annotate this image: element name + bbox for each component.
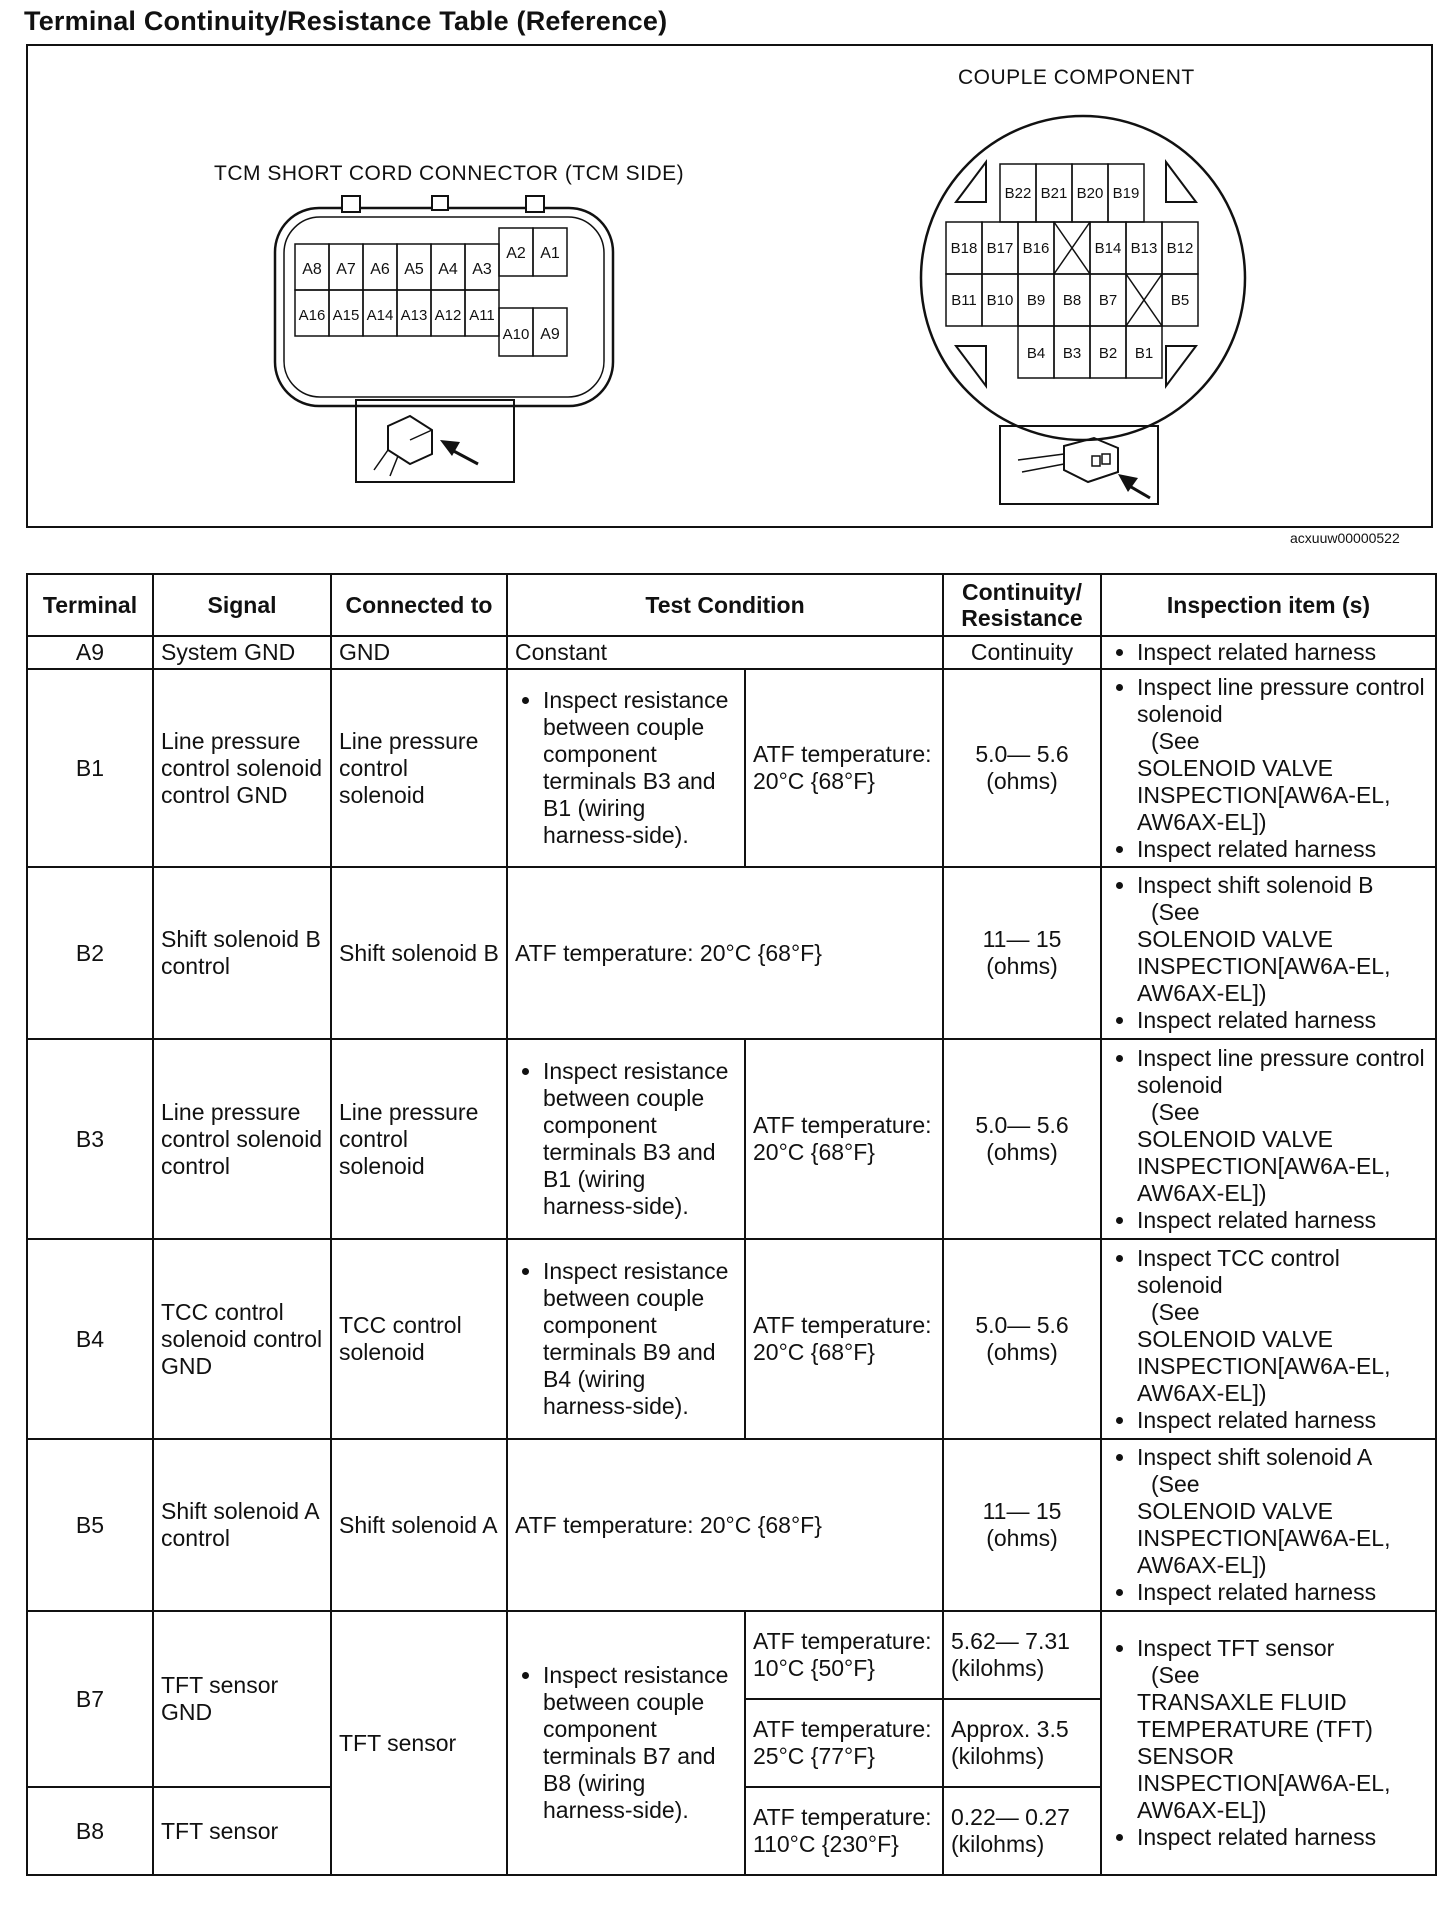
condition-cell: Constant <box>507 636 943 669</box>
tcm-pin-A9: A9 <box>540 326 560 343</box>
temperature-cell: ATF temperature: 20°C {68°F} <box>745 1039 943 1239</box>
signal-cell: TFT sensor GND <box>153 1611 331 1787</box>
couple-component-label: COUPLE COMPONENT <box>958 66 1195 89</box>
tcm-pin-A1: A1 <box>540 245 560 262</box>
couple-component-connector <box>921 116 1245 504</box>
value-cell-1 <box>943 1611 1101 1699</box>
temperature-cell: ATF temperature: 20°C {68°F} <box>745 669 943 867</box>
header-terminal: Terminal <box>27 574 153 636</box>
signal-cell: Shift solenoid B control <box>153 867 331 1039</box>
value-line1: 5.62— 7.31 <box>951 1628 1070 1654</box>
condition-item: • Inspect resistance between couple component terminals B3 and B1 (wiring harness-side). <box>543 1058 737 1220</box>
reference-line-2: INSPECTION[AW6A-EL, <box>1137 781 1391 808</box>
value-line2: (ohms) <box>986 953 1058 979</box>
signal-cell: TFT sensor <box>153 1787 331 1875</box>
signal-cell: TCC control solenoid control GND <box>153 1239 331 1439</box>
condition-cell: ATF temperature: 20°C {68°F} <box>507 867 943 1039</box>
cc-pin-B2: B2 <box>1098 345 1118 362</box>
tcm-connector <box>275 196 613 482</box>
cc-pin-B17: B17 <box>986 240 1014 257</box>
cc-pin-B18: B18 <box>950 240 978 257</box>
temperature-cell-3: ATF temperature: 110°C {230°F} <box>745 1787 943 1875</box>
reference-line-1: SOLENOID VALVE <box>1137 926 1333 952</box>
condition-item: • Inspect resistance between couple component terminals B3 and B1 (wiring harness-side). <box>543 687 737 849</box>
see-text: (See <box>1151 727 1200 754</box>
inspection-item-2: • Inspect related harness <box>1137 836 1428 863</box>
value-line2: (ohms) <box>986 1525 1058 1551</box>
value-line1: 11— 15 <box>982 926 1062 952</box>
tcm-pin-A15: A15 <box>332 307 360 324</box>
inspection-cell <box>1101 1611 1436 1875</box>
tcm-pin-A5: A5 <box>404 261 424 278</box>
value-cell: Continuity <box>943 636 1101 669</box>
header-signal: Signal <box>153 574 331 636</box>
cc-pin-B3: B3 <box>1062 345 1082 362</box>
terminal-cell: B3 <box>27 1039 153 1239</box>
tcm-pin-A3: A3 <box>472 261 492 278</box>
connected-cell: Line pressure control solenoid <box>331 1039 507 1239</box>
reference-line-3: AW6AX-EL]) <box>1137 980 1267 1006</box>
table-row-b5 <box>27 1439 1436 1611</box>
signal-cell: Line pressure control solenoid control <box>153 1039 331 1239</box>
temperature-cell-2: ATF temperature: 25°C {77°F} <box>745 1699 943 1787</box>
header-continuity-line1: Continuity/ <box>961 579 1083 605</box>
inspection-cell <box>1101 1439 1436 1611</box>
page-title: Terminal Continuity/Resistance Table (Reference) <box>24 6 668 36</box>
terminal-cell: B8 <box>27 1787 153 1875</box>
couple-view-direction-icon <box>1000 426 1158 504</box>
terminal-cell: B1 <box>27 669 153 867</box>
inspection-cell <box>1101 1239 1436 1439</box>
tcm-pin-A12: A12 <box>434 307 462 324</box>
inspection-item-2: • Inspect related harness <box>1137 1824 1428 1851</box>
terminal-cell: B5 <box>27 1439 153 1611</box>
condition-text-cell <box>507 1239 745 1439</box>
inspection-item-2: • Inspect related harness <box>1137 1407 1428 1434</box>
cc-pin-B8: B8 <box>1062 292 1082 309</box>
condition-item: • Inspect resistance between couple component terminals B7 and B8 (wiring harness-side). <box>543 1662 737 1824</box>
condition-text-cell <box>507 1039 745 1239</box>
reference-line-3: AW6AX-EL]) <box>1137 1379 1267 1406</box>
inspection-item-2: • Inspect related harness <box>1137 1007 1428 1034</box>
connector-diagram <box>28 46 1435 530</box>
header-continuity <box>943 574 1101 636</box>
value-line1: 11— 15 <box>982 1498 1062 1524</box>
header-inspection: Inspection item (s) <box>1101 574 1436 636</box>
reference-line-3: AW6AX-EL]) <box>1137 1179 1267 1206</box>
inspection-text: • Inspect line pressure control solenoid <box>1137 673 1425 727</box>
condition-text-cell <box>507 669 745 867</box>
cc-pin-B1: B1 <box>1134 345 1154 362</box>
inspection-text: • Inspect TFT sensor <box>1137 1635 1335 1661</box>
reference-line-1: SOLENOID VALVE <box>1137 1125 1333 1152</box>
header-connected-to: Connected to <box>331 574 507 636</box>
cc-pin-B11: B11 <box>951 292 977 309</box>
connected-cell: TFT sensor <box>331 1611 507 1875</box>
reference-line-2: INSPECTION[AW6A-EL, <box>1137 953 1391 979</box>
terminal-cell: B2 <box>27 867 153 1039</box>
value-cell <box>943 669 1101 867</box>
inspection-item-1 <box>1137 1245 1428 1407</box>
terminal-cell: B4 <box>27 1239 153 1439</box>
reference-line-5: AW6AX-EL]) <box>1137 1797 1267 1823</box>
see-text: (See <box>1151 1098 1200 1125</box>
value-line2: (ohms) <box>986 1339 1058 1365</box>
reference-line-2: INSPECTION[AW6A-EL, <box>1137 1525 1391 1551</box>
terminal-table <box>26 573 1437 1876</box>
reference-line-2: TEMPERATURE (TFT) <box>1137 1716 1373 1742</box>
cc-pin-B12: B12 <box>1166 240 1194 257</box>
cc-pin-B9: B9 <box>1026 292 1046 309</box>
connected-cell: GND <box>331 636 507 669</box>
value-cell <box>943 1039 1101 1239</box>
reference-line-1: SOLENOID VALVE <box>1137 754 1333 781</box>
reference-line-1: TRANSAXLE FLUID <box>1137 1689 1347 1715</box>
tcm-pin-A2: A2 <box>506 245 526 262</box>
figure-id: acxuuw00000522 <box>1290 530 1400 546</box>
tcm-pin-A11: A11 <box>469 307 495 324</box>
value-line1: 5.0— 5.6 <box>975 1112 1069 1138</box>
see-text: (See <box>1151 1662 1200 1688</box>
value-cell <box>943 1439 1101 1611</box>
table-header-row <box>27 574 1436 636</box>
header-test-condition: Test Condition <box>507 574 943 636</box>
tcm-pin-A14: A14 <box>366 307 394 324</box>
reference-line-4: INSPECTION[AW6A-EL, <box>1137 1770 1391 1796</box>
inspection-item-2: • Inspect related harness <box>1137 1207 1428 1234</box>
table-row-a9 <box>27 636 1436 669</box>
reference-line-1: SOLENOID VALVE <box>1137 1498 1333 1524</box>
reference-line-3: SENSOR <box>1137 1743 1235 1769</box>
inspection-item: • Inspect related harness <box>1137 639 1428 666</box>
cc-pin-B16: B16 <box>1022 240 1050 257</box>
tcm-pin-A6: A6 <box>370 261 390 278</box>
header-continuity-line2: Resistance <box>961 605 1083 631</box>
value-cell-3 <box>943 1787 1101 1875</box>
condition-cell: ATF temperature: 20°C {68°F} <box>507 1439 943 1611</box>
connector-figure <box>26 44 1433 528</box>
reference-line-2: INSPECTION[AW6A-EL, <box>1137 1152 1391 1179</box>
inspection-cell <box>1101 636 1436 669</box>
cc-pin-B21: B21 <box>1040 185 1068 202</box>
tcm-connector-label: TCM SHORT CORD CONNECTOR (TCM SIDE) <box>214 162 685 185</box>
table-row-b1 <box>27 669 1436 867</box>
inspection-text: • Inspect shift solenoid A <box>1137 1444 1373 1470</box>
value-line1: 0.22— 0.27 <box>951 1804 1070 1830</box>
tcm-pin-A13: A13 <box>400 307 428 324</box>
cc-pin-B14: B14 <box>1094 240 1122 257</box>
table-row-b2 <box>27 867 1436 1039</box>
reference-line-1: SOLENOID VALVE <box>1137 1325 1333 1352</box>
inspection-cell <box>1101 1039 1436 1239</box>
value-cell <box>943 1239 1101 1439</box>
inspection-item-1 <box>1137 872 1428 1007</box>
connected-cell: TCC control solenoid <box>331 1239 507 1439</box>
tcm-pin-A16: A16 <box>298 307 326 324</box>
see-text: (See <box>1151 1471 1200 1497</box>
inspection-item-1 <box>1137 1635 1428 1824</box>
value-line1: 5.0— 5.6 <box>975 1312 1069 1338</box>
connected-cell: Shift solenoid A <box>331 1439 507 1611</box>
temperature-cell: ATF temperature: 20°C {68°F} <box>745 1239 943 1439</box>
connected-cell: Shift solenoid B <box>331 867 507 1039</box>
inspection-text: • Inspect TCC control solenoid <box>1137 1244 1340 1298</box>
inspection-item-1 <box>1137 674 1428 836</box>
cc-pin-B19: B19 <box>1112 185 1140 202</box>
value-line2: (kilohms) <box>951 1743 1045 1769</box>
table-row-b7 <box>27 1611 1436 1699</box>
signal-cell: Shift solenoid A control <box>153 1439 331 1611</box>
reference-line-3: AW6AX-EL]) <box>1137 1552 1267 1578</box>
cc-pin-B10: B10 <box>986 292 1014 309</box>
table-row-b4 <box>27 1239 1436 1439</box>
table-row-b3 <box>27 1039 1436 1239</box>
terminal-cell: A9 <box>27 636 153 669</box>
cc-pin-B22: B22 <box>1004 185 1032 202</box>
tcm-pin-A10: A10 <box>502 326 530 343</box>
temperature-cell-1: ATF temperature: 10°C {50°F} <box>745 1611 943 1699</box>
reference-line-2: INSPECTION[AW6A-EL, <box>1137 1352 1391 1379</box>
terminal-cell: B7 <box>27 1611 153 1787</box>
value-line2: (ohms) <box>986 1139 1058 1165</box>
inspection-cell <box>1101 867 1436 1039</box>
cc-pin-B7: B7 <box>1098 292 1118 309</box>
inspection-cell <box>1101 669 1436 867</box>
cc-pin-B4: B4 <box>1026 345 1046 362</box>
value-cell-2 <box>943 1699 1101 1787</box>
tcm-view-direction-icon <box>356 400 514 482</box>
value-line2: (kilohms) <box>951 1655 1045 1681</box>
inspection-item-2: • Inspect related harness <box>1137 1579 1428 1606</box>
signal-cell: System GND <box>153 636 331 669</box>
condition-text-cell <box>507 1611 745 1875</box>
cc-pin-B5: B5 <box>1170 292 1190 309</box>
connected-cell: Line pressure control solenoid <box>331 669 507 867</box>
reference-line-3: AW6AX-EL]) <box>1137 808 1267 835</box>
value-line2: (kilohms) <box>951 1831 1045 1857</box>
tcm-row-1 <box>295 244 499 290</box>
cc-pin-B13: B13 <box>1130 240 1158 257</box>
value-line1: 5.0— 5.6 <box>975 741 1069 767</box>
tcm-pin-A7: A7 <box>336 261 356 278</box>
inspection-item-1 <box>1137 1045 1428 1207</box>
inspection-item-1 <box>1137 1444 1428 1579</box>
signal-cell: Line pressure control solenoid control GND <box>153 669 331 867</box>
cc-pin-B20: B20 <box>1076 185 1104 202</box>
value-line1: Approx. 3.5 <box>951 1716 1069 1742</box>
see-text: (See <box>1151 1298 1200 1325</box>
inspection-text: • Inspect shift solenoid B <box>1137 872 1374 898</box>
value-cell <box>943 867 1101 1039</box>
see-text: (See <box>1151 899 1200 925</box>
inspection-text: • Inspect line pressure control solenoid <box>1137 1044 1425 1098</box>
tcm-pin-A8: A8 <box>302 261 322 278</box>
condition-item: • Inspect resistance between couple component terminals B9 and B4 (wiring harness-side). <box>543 1258 737 1420</box>
value-line2: (ohms) <box>986 768 1058 794</box>
tcm-pin-A4: A4 <box>438 261 458 278</box>
